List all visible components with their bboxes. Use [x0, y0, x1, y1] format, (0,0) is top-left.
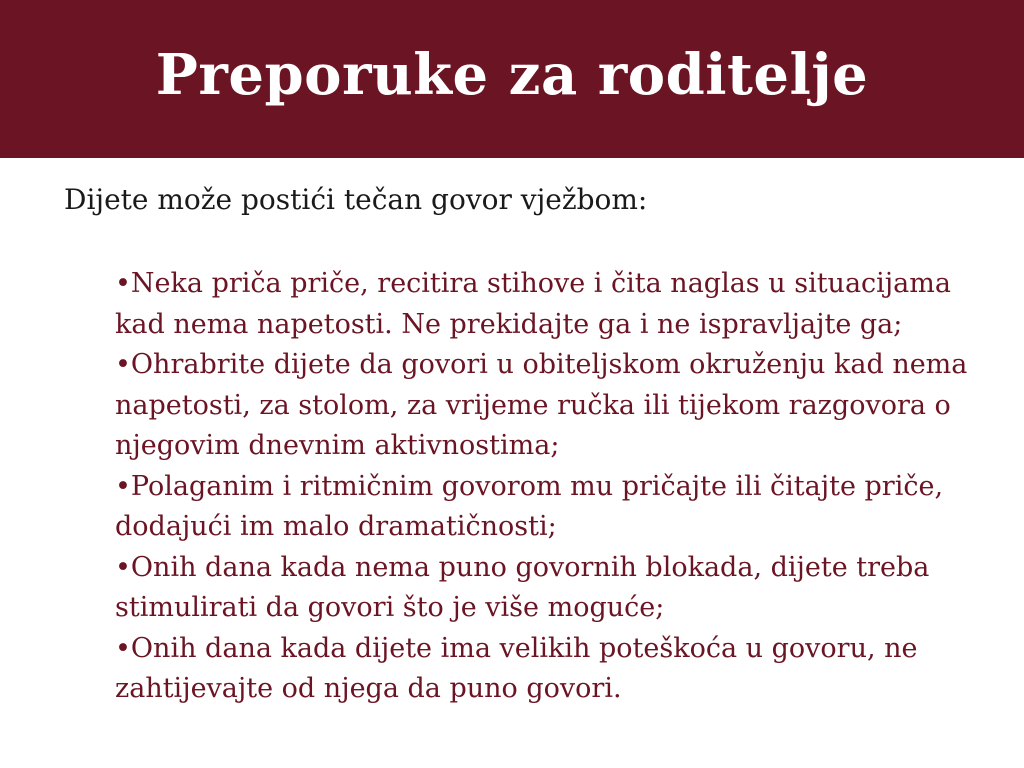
bullet-item: •Onih dana kada nema puno govornih blokada, dijete treba stimulirati da govori što je više moguće;	[115, 551, 930, 623]
bullet-list	[115, 264, 1005, 710]
slide-title: Preporuke za roditelje	[155, 42, 869, 108]
bullet-item: •Neka priča priče, recitira stihove i čita naglas u situacijama kad nema napetosti. Ne prekidajte ga i ne ispravljajte ga;	[115, 268, 951, 340]
intro-text: Dijete može postići tečan govor vježbom:	[64, 183, 648, 216]
bullet-item: •Polaganim i ritmičnim govorom mu pričajte ili čitajte priče, dodajući im malo dramatičnosti;	[115, 470, 944, 542]
title-bar	[0, 0, 1024, 158]
bullet-item: •Ohrabrite dijete da govori u obiteljskom okruženju kad nema napetosti, za stolom, za vrijeme ručka ili tijekom razgovora o njegovim dnevnim aktivnostima;	[115, 349, 968, 461]
bullet-item: •Onih dana kada dijete ima velikih poteškoća u govoru, ne zahtijevajte od njega da puno govori.	[115, 632, 918, 704]
